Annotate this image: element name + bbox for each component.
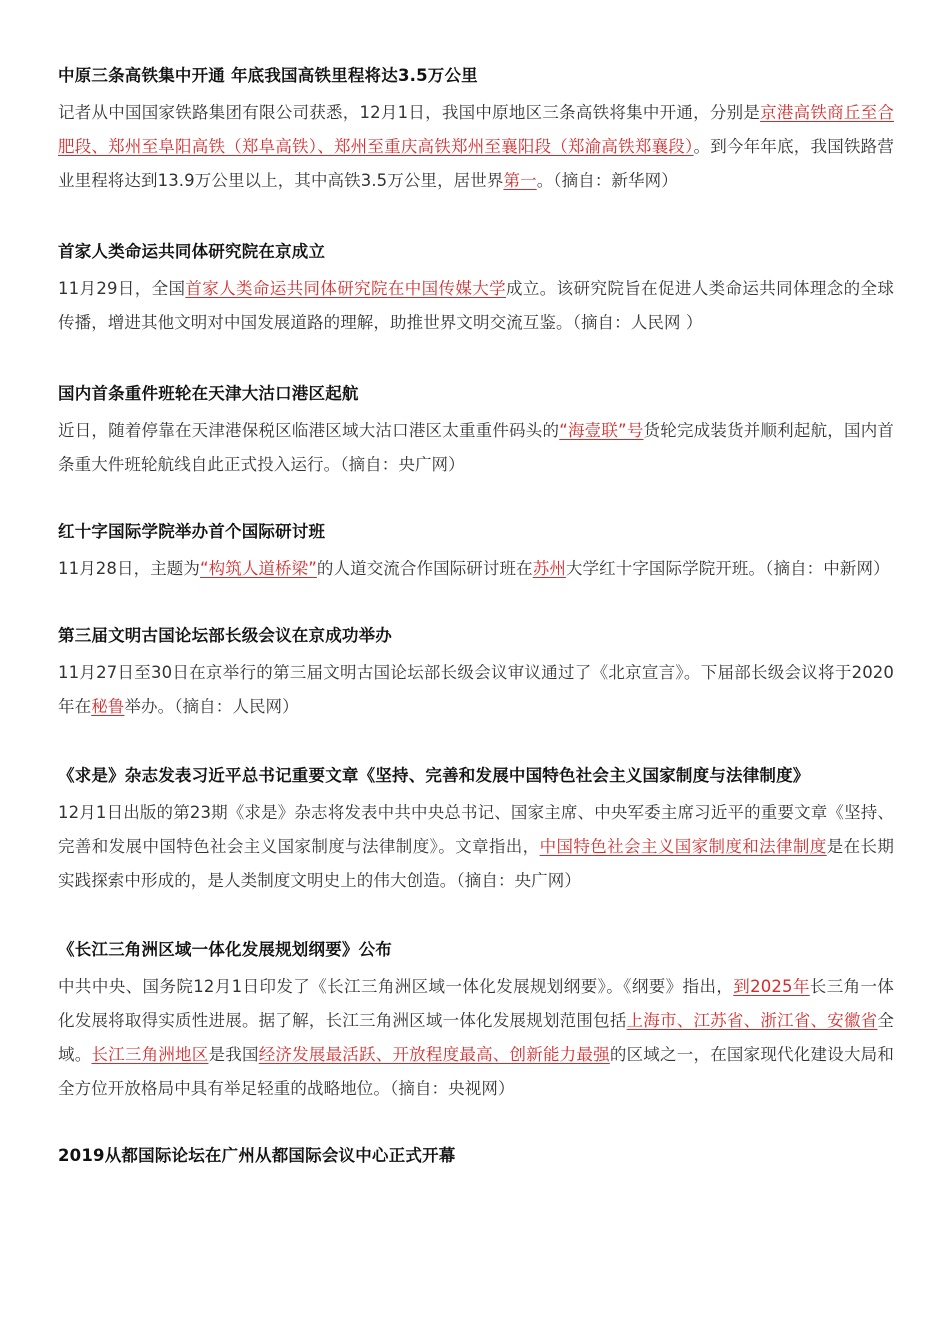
- news-item: [58, 238, 894, 340]
- highlighted-keyword: 中国特色社会主义国家制度和法律制度: [539, 837, 827, 856]
- news-headline: 第三届文明古国论坛部长级会议在京成功举办: [58, 626, 392, 645]
- news-headline: 《求是》杂志发表习近平总书记重要文章《坚持、完善和发展中国特色社会主义国家制度与法律制度》: [58, 766, 810, 785]
- body-text: 是我国: [208, 1045, 259, 1064]
- news-item: [58, 936, 894, 1106]
- news-headline: 《长江三角洲区域一体化发展规划纲要》公布: [58, 940, 392, 959]
- news-headline: 中原三条高铁集中开通 年底我国高铁里程将达3.5万公里: [58, 66, 478, 85]
- highlighted-keyword: 上海市、江苏省、浙江省、安徽省: [626, 1011, 878, 1030]
- news-headline: 首家人类命运共同体研究院在京成立: [58, 242, 326, 261]
- news-item: [58, 762, 894, 898]
- body-text: 大学红十字国际学院开班。（摘自：中新网）: [565, 559, 890, 578]
- highlighted-keyword: 长江三角洲地区: [91, 1045, 209, 1064]
- news-item: [58, 518, 894, 586]
- news-item: [58, 622, 894, 724]
- highlighted-keyword: 首家人类命运共同体研究院在中国传媒大学: [185, 279, 507, 298]
- body-text: 成立。该研究院旨在促进人类命运共同体理念的全球传播，增进其他文明对中国发展道路的理解，助推世界文明交流互鉴。（摘自：人民网 ）: [58, 279, 894, 332]
- highlighted-keyword: “构筑人道桥梁”: [200, 559, 317, 578]
- body-text: 的区域之一，在国家现代化建设大局和全方位开放格局中具有举足轻重的战略地位。（摘自：央视网）: [58, 1045, 895, 1098]
- body-text: 。到今年年底，我国铁路营业里程将达到13.9万公里以上，其中高铁3.5万公里，居世界: [58, 137, 894, 190]
- body-text: 11月28日，主题为: [58, 559, 200, 578]
- body-text: 全域。: [58, 1011, 895, 1064]
- highlighted-keyword: 苏州: [532, 559, 566, 578]
- highlighted-keyword: 经济发展最活跃、开放程度最高、创新能力最强: [258, 1045, 610, 1064]
- body-text: 近日，随着停靠在天津港保税区临港区域大沽口港区太重重件码头的: [58, 421, 560, 440]
- highlighted-keyword: 到2025年: [733, 977, 810, 996]
- body-text: 11月27日至30日在京举行的第三届文明古国论坛部长级会议审议通过了《北京宣言》。下届部长级会议将于2020年在: [58, 663, 894, 716]
- body-text: 的人道交流合作国际研讨班在: [316, 559, 533, 578]
- body-text: 是在长期实践探索中形成的，是人类制度文明史上的伟大创造。（摘自：央广网）: [58, 837, 894, 890]
- highlighted-keyword: 第一: [503, 171, 537, 190]
- body-text: 。（摘自：新华网）: [536, 171, 678, 190]
- highlighted-keyword: 秘鲁: [91, 697, 125, 716]
- highlighted-keyword: “海壹联”号: [559, 421, 644, 440]
- body-text: 12月1日出版的第23期《求是》杂志将发表中共中央总书记、国家主席、中央军委主席习近平的重要文章《坚持、完善和发展中国特色社会主义国家制度与法律制度》。文章指出，: [58, 803, 894, 856]
- news-body: [58, 414, 894, 482]
- body-text: 记者从中国国家铁路集团有限公司获悉，12月1日，我国中原地区三条高铁将集中开通，分别是: [58, 103, 761, 122]
- body-text: 11月29日，全国: [58, 279, 186, 298]
- news-item: [58, 62, 894, 198]
- news-headline: 国内首条重件班轮在天津大沽口港区起航: [58, 384, 359, 403]
- body-text: 中共中央、国务院12月1日印发了《长江三角洲区域一体化发展规划纲要》。《纲要》指出，: [58, 977, 734, 996]
- body-text: 长三角一体化发展将取得实质性进展。据了解，长江三角洲区域一体化发展规划范围包括: [58, 977, 895, 1030]
- news-body: [58, 96, 894, 198]
- body-text: 举办。（摘自：人民网）: [124, 697, 299, 716]
- news-body: [58, 656, 894, 724]
- news-body: [58, 970, 894, 1106]
- news-headline: 2019从都国际论坛在广州从都国际会议中心正式开幕: [58, 1146, 456, 1165]
- news-body: [58, 272, 894, 340]
- highlighted-keyword: 京港高铁商丘至合肥段、郑州至阜阳高铁（郑阜高铁）、郑州至重庆高铁郑州至襄阳段（郑渝高铁郑襄段）: [58, 103, 894, 156]
- news-headline: 红十字国际学院举办首个国际研讨班: [58, 522, 326, 541]
- document-page: [58, 62, 894, 1206]
- news-body: [58, 796, 894, 898]
- news-body: [58, 552, 894, 586]
- news-item: [58, 1142, 894, 1170]
- news-item: [58, 380, 894, 482]
- body-text: 货轮完成装货并顺利起航，国内首条重大件班轮航线自此正式投入运行。（摘自：央广网）: [58, 421, 895, 474]
